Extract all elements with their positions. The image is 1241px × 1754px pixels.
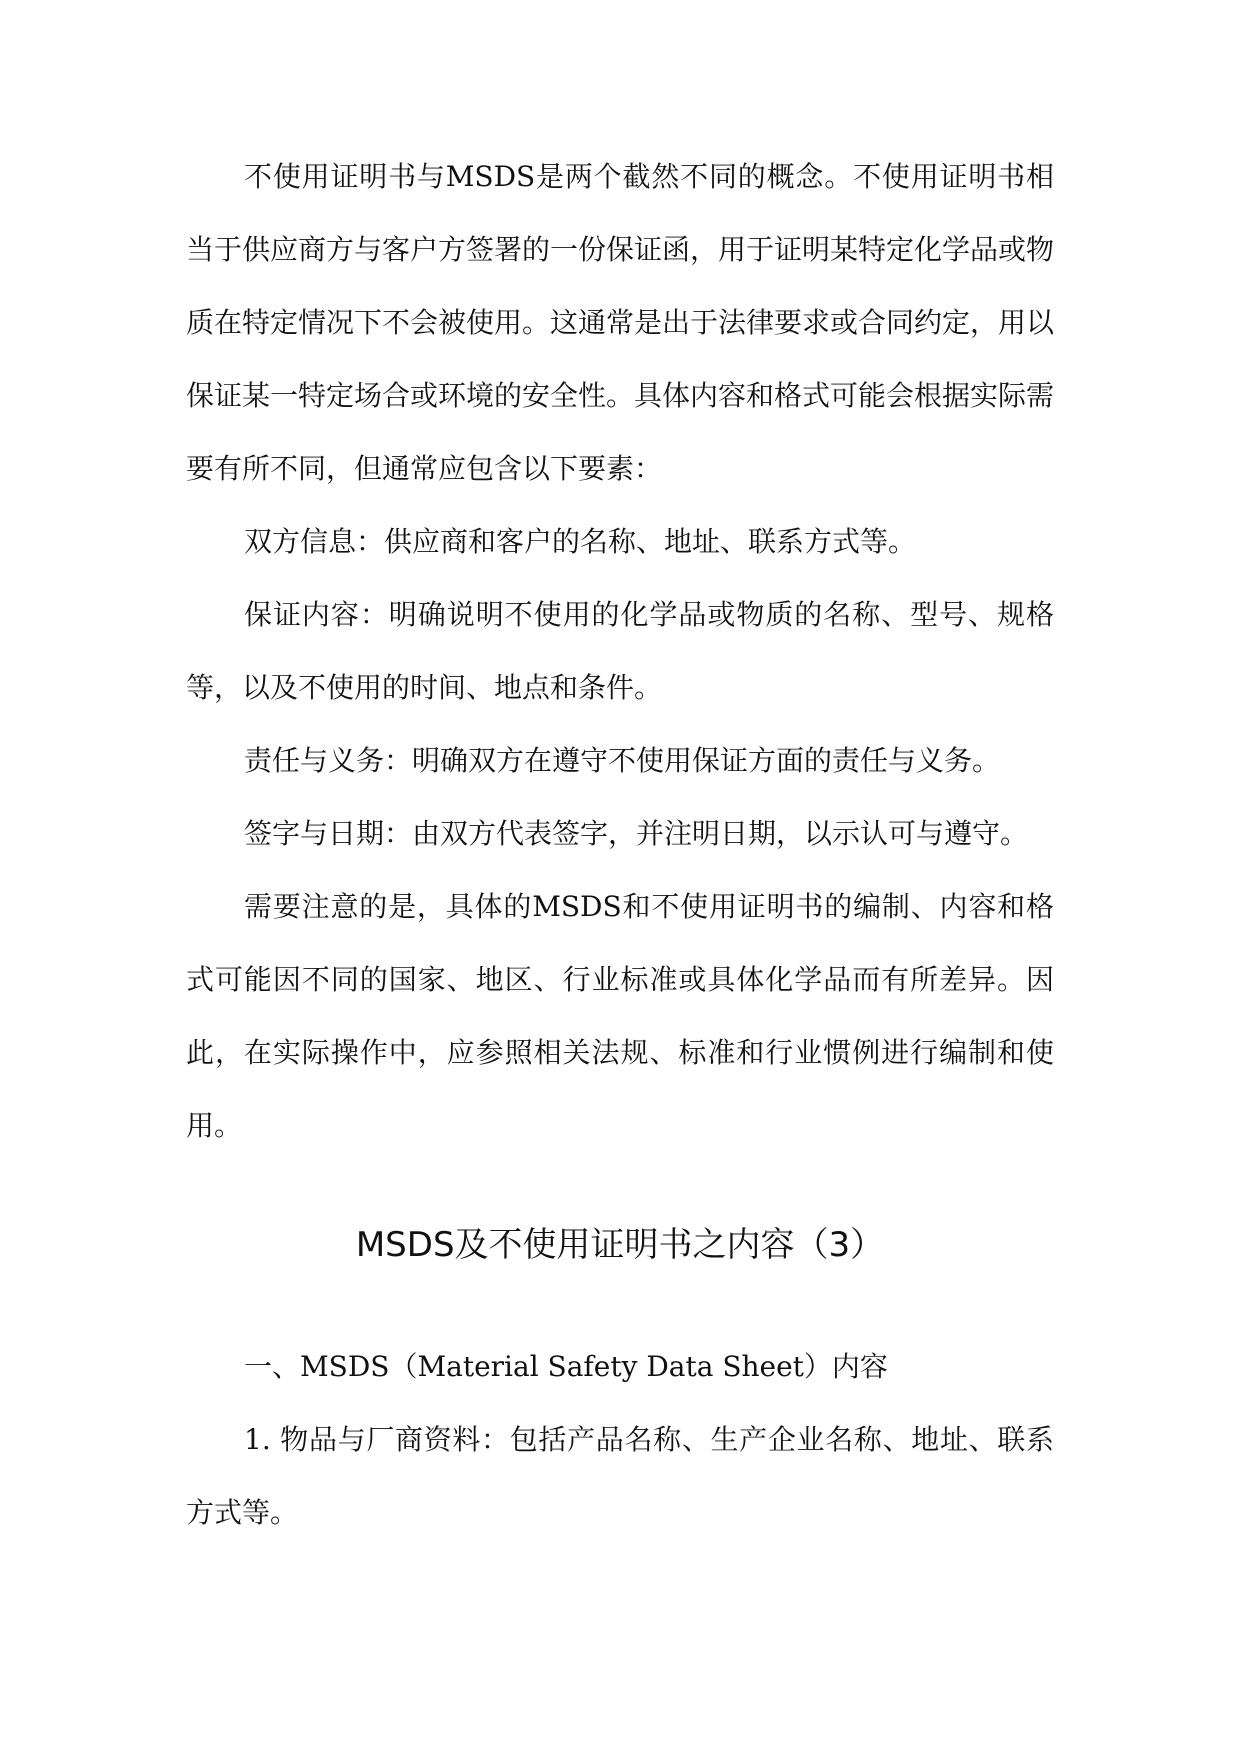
paragraph-signature-date: 签字与日期：由双方代表签字，并注明日期，以示认可与遵守。 [244,817,1029,850]
paragraph-parties-info: 双方信息：供应商和客户的名称、地址、联系方式等。 [244,525,917,558]
paragraph-msds-heading: 一、MSDS（Material Safety Data Sheet）内容 [244,1350,888,1383]
section-title: MSDS及不使用证明书之内容（3） [355,1225,885,1265]
paragraph-guarantee-content: 保证内容：明确说明不使用的化学品或物质的名称、型号、规格等，以及不使用的时间、地点和条件。 [186,598,1054,704]
paragraph-note: 需要注意的是，具体的MSDS和不使用证明书的编制、内容和格式可能因不同的国家、地区、行业标准或具体化学品而有所差异。因此，在实际操作中，应参照相关法规、标准和行业惯例进行编制和使用。 [186,890,1054,1142]
paragraph-msds-item-1: 1. 物品与厂商资料：包括产品名称、生产企业名称、地址、联系方式等。 [186,1423,1054,1529]
document-body [186,140,1054,1549]
paragraph-responsibilities: 责任与义务：明确双方在遵守不使用保证方面的责任与义务。 [244,744,1001,777]
paragraph-intro: 不使用证明书与MSDS是两个截然不同的概念。不使用证明书相当于供应商方与客户方签署的一份保证函，用于证明某特定化学品或物质在特定情况下不会被使用。这通常是出于法律要求或合同约定，用以保证某一特定场合或环境的安全性。具体内容和格式可能会根据实际需要有所不同，但通常应包含以下要素： [186,160,1055,485]
